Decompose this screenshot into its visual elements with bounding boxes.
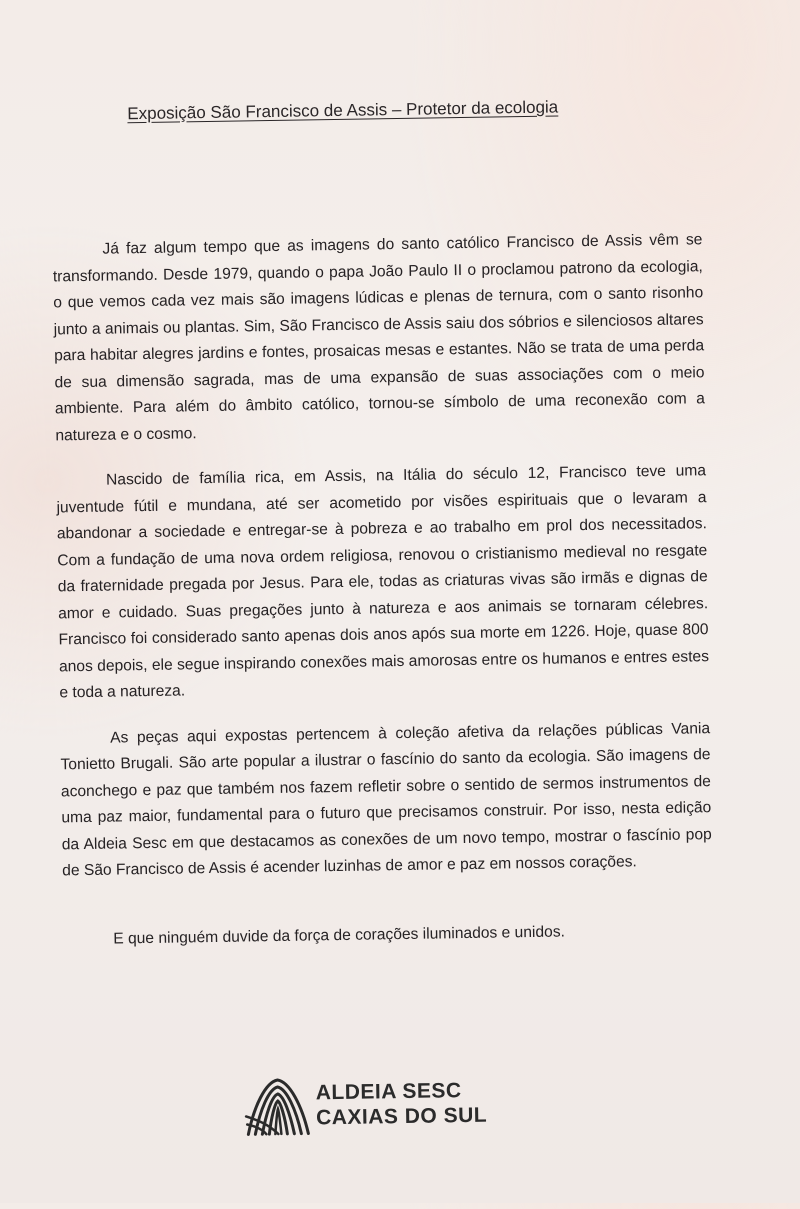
body-text xyxy=(52,227,712,904)
paragraph-3: As peças aqui expostas pertencem à coleção afetiva da relações públicas Vania Tonietto Brugali. São arte popular a ilustrar o fascínio do santo da ecologia. São imagens de aconchego e paz que também nos fazem refletir sobre o sentido de sermos instrumentos de uma paz maior, fundamental para o futuro que precisamos construir. Por isso, nesta edição da Aldeia Sesc em que destacamos as conexões de um novo tempo, mostrar o fascínio pop de São Francisco de Assis é acender luzinhas de amor e paz em nossos corações. xyxy=(60,719,712,880)
paragraph-1: Já faz algum tempo que as imagens do santo católico Francisco de Assis vêm se transformando. Desde 1979, quando o papa João Paulo II o proclamou patrono da ecologia, o que vemos cada vez mais são imagens lúdicas e plenas de ternura, com o santo risonho junto a animais ou plantas. Sim, São Francisco de Assis saiu dos sóbrios e silenciosos altares para habitar alegres jardins e fontes, prosaicas mesas e estantes. Não se trata de uma perda de sua dimensão sagrada, mas de uma expansão de suas associações com o meio ambiente. Para além do âmbito católico, tornou-se símbolo de uma reconexão com a natureza e o cosmo. xyxy=(52,231,706,444)
logo-line-1: ALDEIA SESC xyxy=(315,1079,462,1105)
closing-line: E que ninguém duvide da força de corações iluminados e unidos. xyxy=(113,923,566,948)
fingerprint-a-icon xyxy=(243,1075,312,1138)
page-title: Exposição São Francisco de Assis – Protetor da ecologia xyxy=(127,97,559,124)
paragraph-2: Nascido de família rica, em Assis, na Itália do século 12, Francisco teve uma juventude fútil e mundana, até ser acometido por visões espirituais que o levaram a abandonar a sociedade e entregar-se à pobreza e ao trabalho em prol dos necessitados. Com a fundação de uma nova ordem religiosa, renovou o cristianismo medieval no resgate da fraternidade pregada por Jesus. Para ele, todas as criaturas vivas são irmãs e dignas de amor e cuidado. Suas pregações junto à natureza e aos animais se tornaram célebres. Francisco foi considerado santo apenas dois anos após sua morte em 1226. Hoje, quase 800 anos depois, ele segue inspirando conexões mais amorosas entre os humanos e entres estes e toda a natureza. xyxy=(56,462,710,702)
logo-line-2: CAXIAS DO SUL xyxy=(315,1103,488,1130)
aldeia-sesc-logo xyxy=(243,1072,544,1147)
